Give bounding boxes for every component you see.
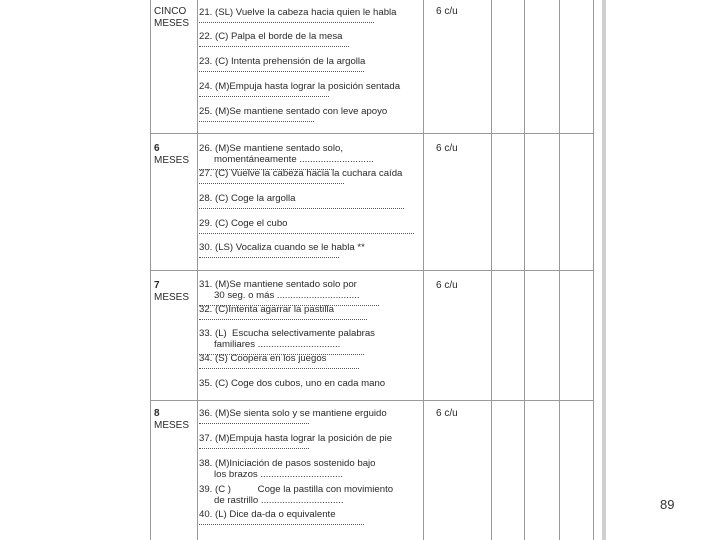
milestone-item	[199, 193, 421, 204]
milestone-item-text: 32. (C)Intenta agarrar la pastilla	[199, 304, 334, 315]
milestone-item	[199, 143, 421, 165]
milestone-item	[199, 7, 421, 18]
dotted-answer-line	[199, 448, 309, 449]
dotted-answer-line	[199, 96, 329, 97]
milestone-item-text: 34. (S) Coopera en los juegos	[199, 353, 327, 364]
age-label	[154, 6, 198, 30]
dotted-answer-line	[199, 208, 404, 209]
milestone-item-text: 24. (M)Empuja hasta lograr la posición sentada	[199, 81, 401, 92]
milestone-item-text: 33. (L) Escucha selectivamente palabras	[199, 328, 375, 339]
page-number: 89	[660, 497, 675, 512]
milestone-item	[199, 353, 421, 364]
milestone-item-text: 21. (SL) Vuelve la cabeza hacia quien le habla	[199, 7, 397, 18]
milestone-item-text: familiares ...............................	[214, 339, 341, 350]
milestone-item-text: momentáneamente ............................	[214, 154, 374, 165]
milestone-item-text: 26. (M)Se mantiene sentado solo,	[199, 143, 343, 154]
milestone-item-text: 37. (M)Empuja hasta lograr la posición de pie	[199, 433, 393, 444]
milestone-item	[199, 378, 421, 389]
age-label-line-2: MESES	[154, 155, 190, 166]
milestone-item-text: 40. (L) Dice da-da o equivalente	[199, 509, 336, 520]
milestone-item-text: 38. (M)Iniciación de pasos sostenido bajo	[199, 458, 376, 469]
milestone-item	[199, 408, 421, 419]
age-label-line-1: CINCO	[154, 6, 187, 17]
frequency-label: 6 c/u	[436, 6, 458, 17]
milestone-item	[199, 279, 421, 301]
age-label-line-2: MESES	[154, 18, 190, 29]
dotted-answer-line	[199, 257, 339, 258]
frequency-label: 6 c/u	[436, 143, 458, 154]
milestone-item-text: de rastrillo ...............................	[214, 495, 344, 506]
milestone-item	[199, 56, 421, 67]
dotted-answer-line	[199, 22, 374, 23]
age-label-line-2: MESES	[154, 420, 190, 431]
dotted-answer-line	[199, 233, 414, 234]
milestone-item	[199, 509, 421, 520]
milestone-item	[199, 484, 421, 506]
age-label	[154, 143, 198, 167]
age-label	[154, 280, 198, 304]
age-label-line-1: 8	[154, 408, 160, 419]
milestone-item	[199, 168, 421, 179]
row-divider-8-meses	[150, 400, 594, 401]
milestone-item-text: 29. (C) Coge el cubo	[199, 218, 288, 229]
milestone-item-text: 30 seg. o más ...............................	[214, 290, 360, 301]
dotted-answer-line	[199, 368, 359, 369]
dotted-answer-line	[199, 423, 309, 424]
milestone-item-text: 28. (C) Coge la argolla	[199, 193, 296, 204]
milestone-item	[199, 328, 421, 350]
milestone-item-text: los brazos ...............................	[214, 469, 344, 480]
age-label-line-2: MESES	[154, 292, 190, 303]
milestone-item-text: 31. (M)Se mantiene sentado solo por	[199, 279, 357, 290]
row-divider-7-meses	[150, 270, 594, 271]
dotted-answer-line	[199, 121, 314, 122]
age-label	[154, 408, 198, 432]
age-label-line-1: 7	[154, 280, 160, 291]
milestone-item	[199, 242, 421, 253]
milestone-item-text: 23. (C) Intenta prehensión de la argolla	[199, 56, 366, 67]
milestone-item	[199, 458, 421, 480]
row-divider-6-meses	[150, 133, 594, 134]
dotted-answer-line	[199, 46, 349, 47]
milestone-item	[199, 304, 421, 315]
frequency-label: 6 c/u	[436, 280, 458, 291]
table-edge-shadow	[602, 0, 606, 540]
age-label-line-1: 6	[154, 143, 160, 154]
milestone-item-text: 27. (C) Vuelve la cabeza hacia la cuchara caída	[199, 168, 403, 179]
milestone-item-text: 30. (LS) Vocaliza cuando se le habla **	[199, 242, 365, 253]
milestone-item	[199, 433, 421, 444]
milestone-item-text: 36. (M)Se sienta solo y se mantiene erguido	[199, 408, 387, 419]
milestone-item	[199, 218, 421, 229]
dotted-answer-line	[199, 319, 367, 320]
dotted-answer-line	[199, 183, 344, 184]
dotted-answer-line	[199, 71, 364, 72]
milestone-item	[199, 81, 421, 92]
dotted-answer-line	[199, 524, 364, 525]
milestone-item-text: 39. (C ) Coge la pastilla con movimiento	[199, 484, 394, 495]
milestone-item	[199, 106, 421, 117]
milestone-item-text: 35. (C) Coge dos cubos, uno en cada mano	[199, 378, 386, 389]
milestone-item-text: 25. (M)Se mantiene sentado con leve apoyo	[199, 106, 388, 117]
milestone-item	[199, 31, 421, 42]
frequency-label: 6 c/u	[436, 408, 458, 419]
milestone-item-text: 22. (C) Palpa el borde de la mesa	[199, 31, 343, 42]
